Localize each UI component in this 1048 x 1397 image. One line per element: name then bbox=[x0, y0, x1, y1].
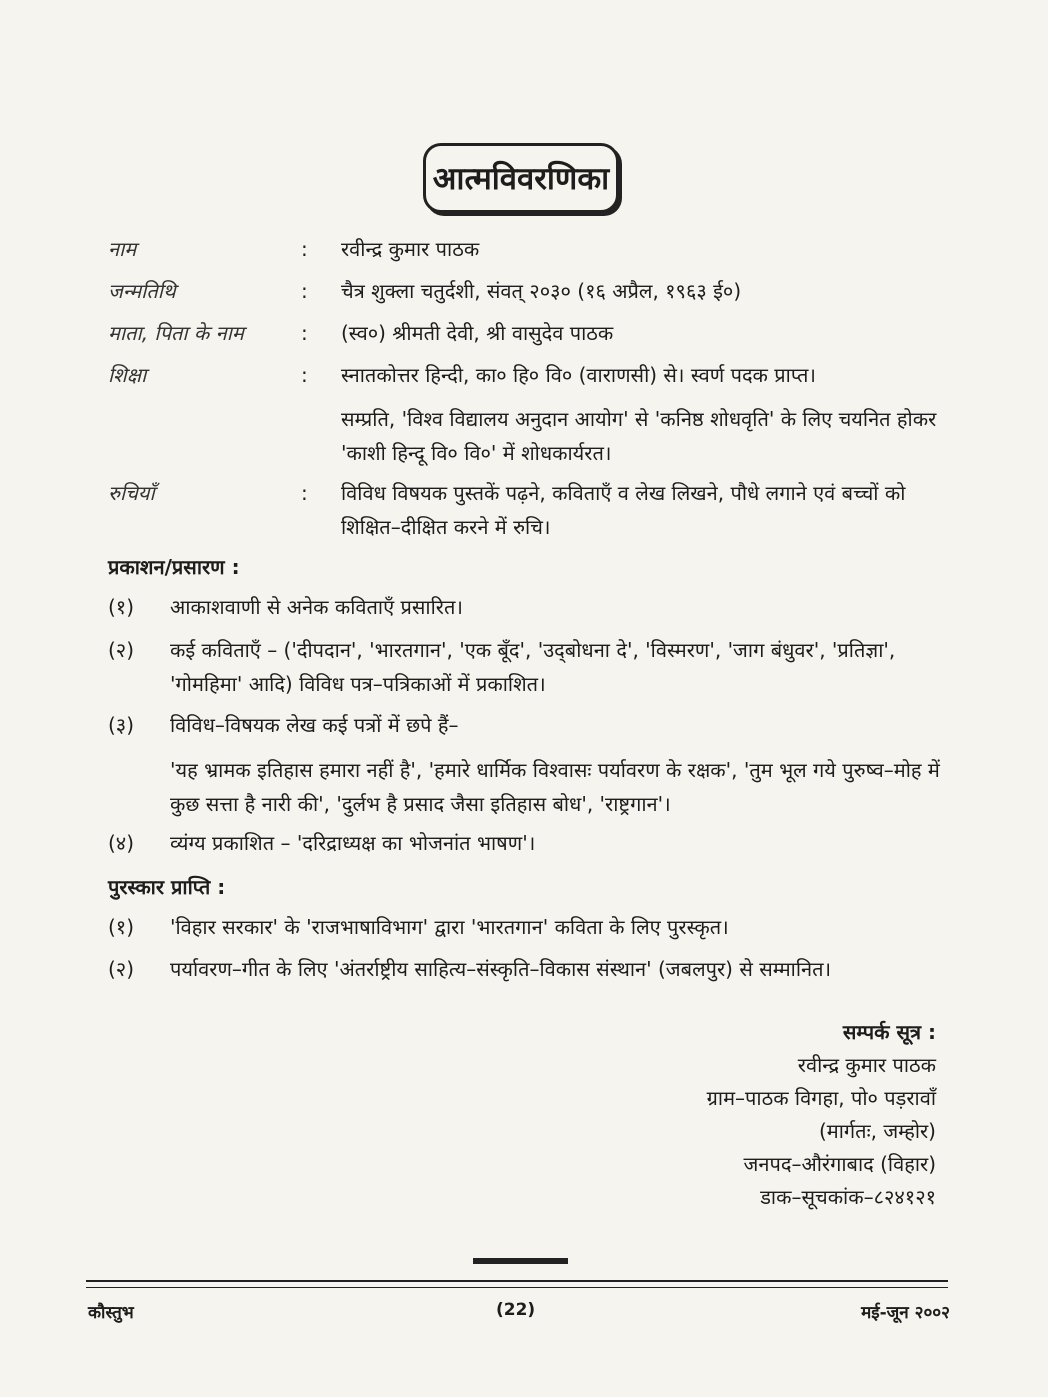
item-number: (२) bbox=[108, 638, 135, 662]
contact-block bbox=[707, 1016, 936, 1214]
footer-rule bbox=[86, 1280, 948, 1282]
contact-line: ग्राम–पाठक विगहा, पो० पड़रावाँ bbox=[706, 1086, 936, 1110]
field-colon: : bbox=[301, 481, 308, 505]
field-colon: : bbox=[301, 237, 308, 261]
field-colon: : bbox=[301, 279, 308, 303]
awards-heading: पुरस्कार प्राप्ति : bbox=[108, 875, 226, 899]
page-title: आत्मविवरणिका bbox=[423, 143, 619, 213]
field-colon: : bbox=[301, 321, 308, 345]
item-number: (३) bbox=[108, 713, 135, 737]
field-value: रवीन्द्र कुमार पाठक bbox=[341, 237, 480, 261]
field-value: चैत्र शुक्ला चतुर्दशी, संवत् २०३० (१६ अप्रैल, १९६३ ई०) bbox=[341, 279, 742, 303]
field-label: जन्मतिथि bbox=[108, 279, 176, 303]
item-text: आकाशवाणी से अनेक कविताएँ प्रसारित। bbox=[170, 595, 463, 619]
item-text: 'यह भ्रामक इतिहास हमारा नहीं है', 'हमारे धार्मिक विश्वासः पर्यावरण के रक्षक', 'तुम भूल गये पुरुष्व–मोह में कुछ सत्ता है नारी की', 'दुर्लभ है प्रसाद जैसा इतिहास बोध', 'राष्ट्रगान'। bbox=[170, 758, 940, 816]
field-value: विविध विषयक पुस्तकें पढ़ने, कविताएँ व लेख लिखने, पौधे लगाने एवं बच्चों को शिक्षित–दीक्षित करने में रुचि। bbox=[341, 481, 906, 539]
item-number: (४) bbox=[108, 831, 135, 855]
footer-issue-date: मई-जून २००२ bbox=[861, 1303, 950, 1323]
contact-line: (मार्गतः, जम्होर) bbox=[818, 1119, 936, 1143]
item-text: व्यंग्य प्रकाशित – 'दरिद्राध्यक्ष का भोजनांत भाषण'। bbox=[170, 831, 536, 855]
field-value: स्नातकोत्तर हिन्दी, का० हि० वि० (वाराणसी) से। स्वर्ण पदक प्राप्त। bbox=[341, 363, 816, 387]
field-colon: : bbox=[301, 363, 308, 387]
item-number: (२) bbox=[108, 957, 135, 981]
field-label: रुचियाँ bbox=[108, 481, 155, 505]
footer-rule bbox=[86, 1287, 948, 1288]
item-number: (१) bbox=[108, 595, 135, 619]
item-text: विविध–विषयक लेख कई पत्रों में छपे हैं– bbox=[170, 713, 459, 737]
page-number: (22) bbox=[496, 1300, 536, 1320]
field-label: नाम bbox=[108, 237, 137, 261]
field-label: माता, पिता के नाम bbox=[108, 321, 244, 345]
field-value: सम्प्रति, 'विश्व विद्यालय अनुदान आयोग' से 'कनिष्ठ शोधवृति' के लिए चयनित होकर 'काशी हिन्दू वि० वि०' में शोधकार्यरत। bbox=[341, 407, 937, 465]
end-dash bbox=[473, 1258, 568, 1264]
item-text: 'विहार सरकार' के 'राजभाषाविभाग' द्वारा 'भारतगान' कविता के लिए पुरस्कृत। bbox=[170, 915, 729, 939]
contact-line: डाक–सूचकांक–८२४१२१ bbox=[760, 1185, 936, 1209]
publication-heading: प्रकाशन/प्रसारण : bbox=[108, 555, 240, 579]
contact-heading: सम्पर्क सूत्र : bbox=[842, 1020, 936, 1044]
item-text: कई कविताएँ – ('दीपदान', 'भारतगान', 'एक बूँद', 'उद्‌बोधना दे', 'विस्मरण', 'जाग बंधुवर', 'प्रतिज्ञा', 'गोमहिमा' आदि) विविध पत्र–पत्रिकाओं में प्रकाशित। bbox=[170, 638, 896, 696]
footer-magazine-name: कौस्तुभ bbox=[88, 1303, 134, 1323]
contact-line: जनपद–औरंगाबाद (विहार) bbox=[743, 1152, 936, 1176]
contact-line: रवीन्द्र कुमार पाठक bbox=[797, 1053, 936, 1077]
field-label: शिक्षा bbox=[108, 363, 147, 387]
item-text: पर्यावरण–गीत के लिए 'अंतर्राष्ट्रीय साहित्य–संस्कृति–विकास संस्थान' (जबलपुर) से सम्मानित। bbox=[170, 957, 832, 981]
field-value: (स्व०) श्रीमती देवी, श्री वासुदेव पाठक bbox=[341, 321, 614, 345]
item-number: (१) bbox=[108, 915, 135, 939]
